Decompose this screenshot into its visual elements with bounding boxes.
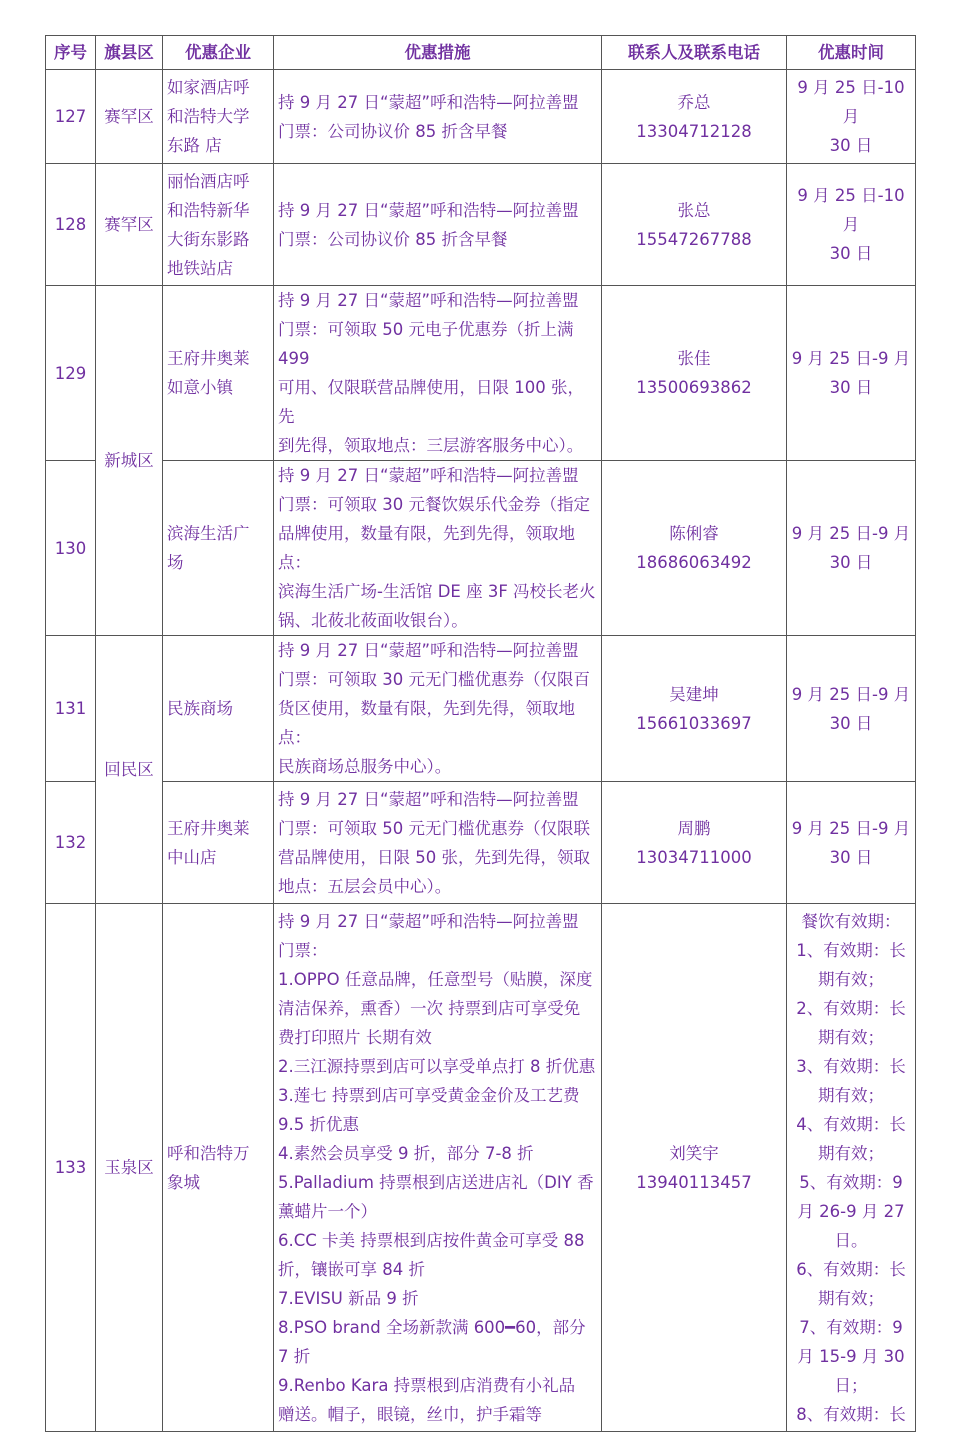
row-company: 民族商场	[163, 636, 274, 782]
row-contact: 张总 15547267788	[602, 164, 787, 286]
row-no: 130	[46, 461, 96, 636]
header-company: 优惠企业	[163, 36, 274, 70]
table-row	[46, 636, 916, 782]
row-no: 128	[46, 164, 96, 286]
row-no: 127	[46, 70, 96, 164]
table-row	[46, 904, 916, 1432]
row-district: 新城区	[96, 286, 163, 636]
row-measure: 持 9 月 27 日“蒙超”呼和浩特—阿拉善盟 门票： 1.OPPO 任意品牌，任意型号（贴膜，深度 清洁保养，熏香）一次 持票到店可享受免 费打印照片 长期有效 2.三江源持票到店可以享受单点打 8 折优惠 3.莲七 持票到店可享受黄金金价及工艺费 9.5 折优惠 4.素然会员享受 9 折，部分 7-8 折 5.Palladium 持票根到店送进店礼（DIY 香 薰蜡片一个） 6.CC 卡美 持票根到店按件黄金可享受 88 折，镶嵌可享 84 折 7.EVISU 新品 9 折 8.PSO brand 全场新款满 600━60，部分 7 折 9.Renbo Kara 持票根到店消费有小礼品 赠送。帽子，眼镜，丝巾，护手霜等	[274, 904, 602, 1432]
table-row	[46, 461, 916, 636]
header-no: 序号	[46, 36, 96, 70]
row-contact: 乔总 13304712128	[602, 70, 787, 164]
row-district: 赛罕区	[96, 164, 163, 286]
header-contact: 联系人及联系电话	[602, 36, 787, 70]
row-time: 9 月 25 日-9 月 30 日	[787, 461, 916, 636]
row-contact: 刘笑宇 13940113457	[602, 904, 787, 1432]
row-no: 132	[46, 782, 96, 904]
row-measure: 持 9 月 27 日“蒙超”呼和浩特—阿拉善盟 门票：可领取 50 元电子优惠券（折上满 499 可用、仅限联营品牌使用，日限 100 张，先 到先得，领取地点：三层游客服务中心）。	[274, 286, 602, 461]
row-measure: 持 9 月 27 日“蒙超”呼和浩特—阿拉善盟 门票：公司协议价 85 折含早餐	[274, 70, 602, 164]
row-measure: 持 9 月 27 日“蒙超”呼和浩特—阿拉善盟 门票：公司协议价 85 折含早餐	[274, 164, 602, 286]
header-time: 优惠时间	[787, 36, 916, 70]
discount-table	[45, 35, 916, 1432]
table-row	[46, 164, 916, 286]
row-contact: 张佳 13500693862	[602, 286, 787, 461]
row-no: 129	[46, 286, 96, 461]
row-no: 131	[46, 636, 96, 782]
row-measure: 持 9 月 27 日“蒙超”呼和浩特—阿拉善盟 门票：可领取 30 元无门槛优惠券（仅限百 货区使用，数量有限，先到先得，领取地点： 民族商场总服务中心）。	[274, 636, 602, 782]
header-row	[46, 36, 916, 70]
row-time: 9 月 25 日-10 月 30 日	[787, 70, 916, 164]
table-row	[46, 782, 916, 904]
row-company: 如家酒店呼 和浩特大学 东路 店	[163, 70, 274, 164]
row-district: 玉泉区	[96, 904, 163, 1432]
row-measure: 持 9 月 27 日“蒙超”呼和浩特—阿拉善盟 门票：可领取 30 元餐饮娱乐代金券（指定 品牌使用，数量有限，先到先得，领取地点： 滨海生活广场-生活馆 DE 座 3F 冯校长老火 锅、北莜北莜面收银台）。	[274, 461, 602, 636]
row-measure: 持 9 月 27 日“蒙超”呼和浩特—阿拉善盟 门票：可领取 50 元无门槛优惠券（仅限联 营品牌使用，日限 50 张，先到先得，领取 地点：五层会员中心）。	[274, 782, 602, 904]
table-row	[46, 70, 916, 164]
header-district: 旗县区	[96, 36, 163, 70]
row-no: 133	[46, 904, 96, 1432]
row-district: 回民区	[96, 636, 163, 904]
row-time: 9 月 25 日-10 月 30 日	[787, 164, 916, 286]
row-time: 9 月 25 日-9 月 30 日	[787, 636, 916, 782]
row-company: 王府井奥莱 如意小镇	[163, 286, 274, 461]
row-time: 9 月 25 日-9 月 30 日	[787, 782, 916, 904]
row-time: 餐饮有效期： 1、有效期：长 期有效； 2、有效期：长 期有效； 3、有效期：长 期有效； 4、有效期：长 期有效； 5、有效期：9 月 26-9 月 27 日。 6、有效期：长 期有效； 7、有效期：9 月 15-9 月 30 日； 8、有效期：长	[787, 904, 916, 1432]
row-company: 丽怡酒店呼 和浩特新华 大街东影路 地铁站店	[163, 164, 274, 286]
row-company: 滨海生活广 场	[163, 461, 274, 636]
row-time: 9 月 25 日-9 月 30 日	[787, 286, 916, 461]
row-company: 王府井奥莱 中山店	[163, 782, 274, 904]
row-contact: 吴建坤 15661033697	[602, 636, 787, 782]
row-contact: 周鹏 13034711000	[602, 782, 787, 904]
header-measure: 优惠措施	[274, 36, 602, 70]
row-district: 赛罕区	[96, 70, 163, 164]
row-contact: 陈俐睿 18686063492	[602, 461, 787, 636]
row-company: 呼和浩特万 象城	[163, 904, 274, 1432]
table-row	[46, 286, 916, 461]
